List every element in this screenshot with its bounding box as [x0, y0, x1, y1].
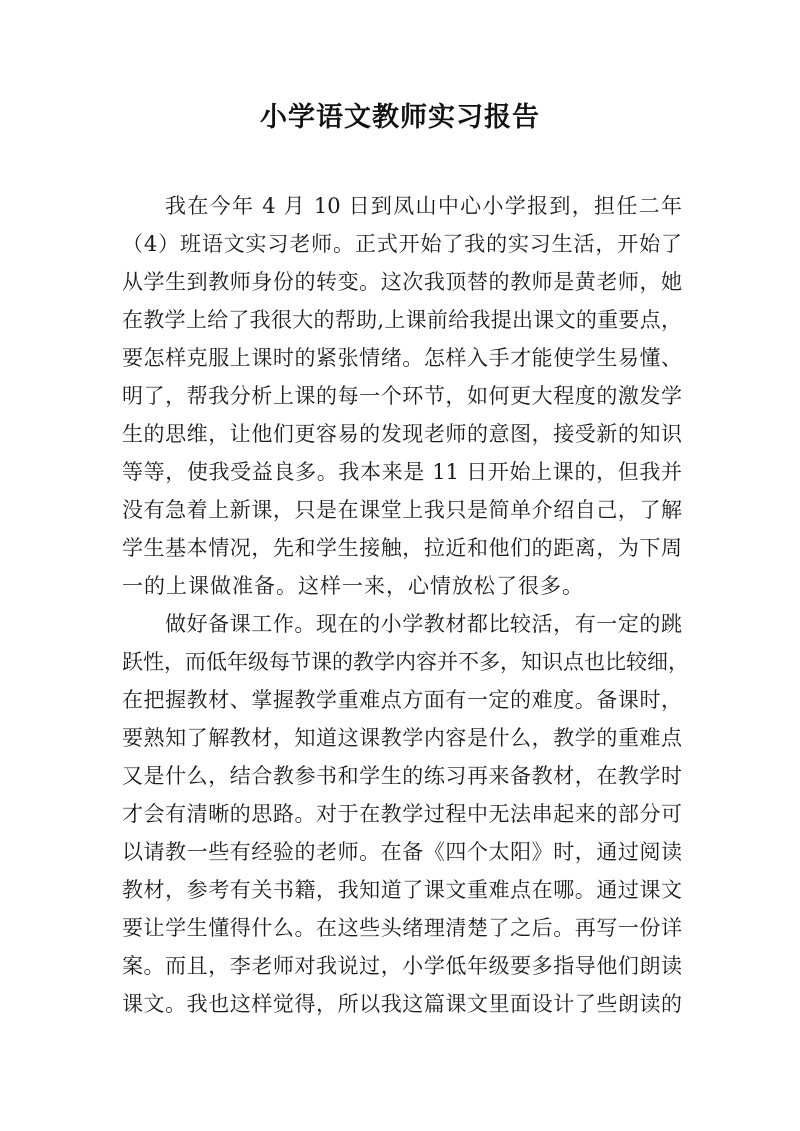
paragraph-1-line-10: 学生基本情况，先和学生接触，拉近和他们的距离，为下周: [122, 536, 682, 560]
paragraph-2-line-8: 教材，参考有关书籍，我知道了课文重难点在哪。通过课文: [122, 878, 682, 902]
paragraph-2-line-6: 才会有清晰的思路。对于在教学过程中无法串起来的部分可: [122, 802, 682, 826]
paragraph-1-line-11: 一的上课做准备。这样一来，心情放松了很多。: [122, 574, 584, 598]
paragraph-2-line-3: 在把握教材、掌握教学重难点方面有一定的难度。备课时，: [122, 688, 682, 712]
paragraph-2-line-4: 要熟知了解教材，知道这课教学内容是什么，教学的重难点: [122, 726, 682, 750]
paragraph-1-line-1: 我在今年 4 月 10 日到凤山中心小学报到，担任二年: [165, 194, 682, 218]
document-title: 小学语文教师实习报告: [260, 102, 540, 133]
paragraph-1-line-4: 在教学上给了我很大的帮助,上课前给我提出课文的重要点，: [122, 308, 682, 332]
paragraph-2-line-11: 课文。我也这样觉得，所以我这篇课文里面设计了些朗读的: [122, 992, 682, 1016]
paragraph-1-line-2: （4）班语文实习老师。正式开始了我的实习生活，开始了: [122, 232, 682, 256]
paragraph-1-line-8: 等等，使我受益良多。我本来是 11 日开始上课的，但我并: [122, 460, 682, 484]
paragraph-2-line-2: 跃性，而低年级每节课的教学内容并不多，知识点也比较细，: [122, 650, 689, 674]
paragraph-1-line-3: 从学生到教师身份的转变。这次我顶替的教师是黄老师，她: [122, 270, 682, 294]
paragraph-2-line-1: 做好备课工作。现在的小学教材都比较活，有一定的跳: [165, 612, 682, 636]
paragraph-1-line-7: 生的思维，让他们更容易的发现老师的意图，接受新的知识: [122, 422, 682, 446]
paragraph-1-line-5: 要怎样克服上课时的紧张情绪。怎样入手才能使学生易懂、: [122, 346, 682, 370]
paragraph-2-line-5: 又是什么，结合教参书和学生的练习再来备教材，在教学时: [122, 764, 682, 788]
paragraph-2-line-9: 要让学生懂得什么。在这些头绪理清楚了之后。再写一份详: [122, 916, 682, 940]
paragraph-2-line-7: 以请教一些有经验的老师。在备《四个太阳》时，通过阅读: [122, 840, 682, 864]
paragraph-2-line-10: 案。而且，李老师对我说过，小学低年级要多指导他们朗读: [122, 954, 682, 978]
paragraph-1-line-6: 明了，帮我分析上课的每一个环节，如何更大程度的激发学: [122, 384, 682, 408]
paragraph-1-line-9: 没有急着上新课，只是在课堂上我只是简单介绍自己，了解: [122, 498, 682, 522]
